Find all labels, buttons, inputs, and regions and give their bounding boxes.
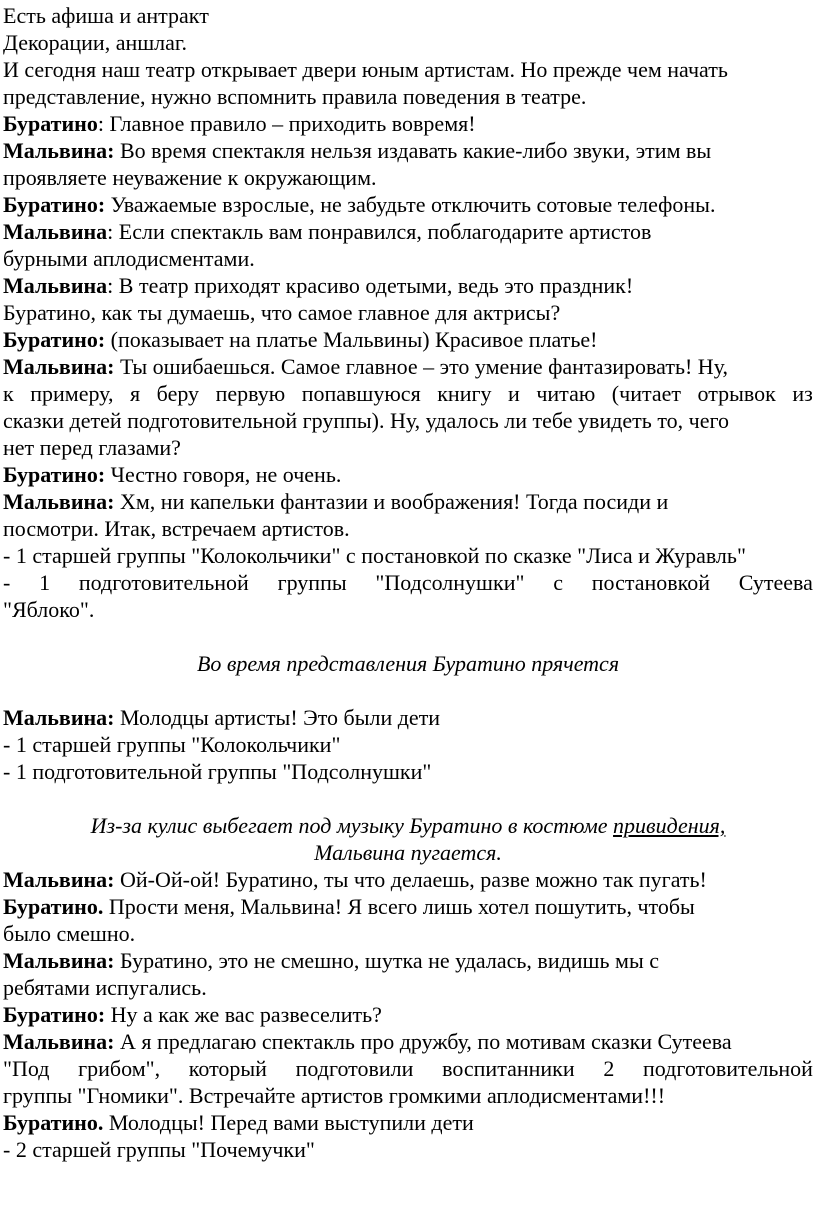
- dialogue-text: Ты ошибаешься. Самое главное – это умение фантазировать! Ну,: [114, 354, 728, 379]
- word: постановкой: [591, 570, 710, 595]
- dialogue-text: Уважаемые взрослые, не забудьте отключить сотовые телефоны.: [105, 192, 716, 217]
- word: попавшуюся: [301, 381, 421, 406]
- text-line: было смешно.: [3, 921, 136, 946]
- speaker-name: Мальвина:: [3, 867, 115, 892]
- word: подготовили: [295, 1056, 414, 1081]
- dialogue-line: [3, 488, 813, 515]
- dialogue-text: Буратино, это не смешно, шутка не удалась, видишь мы с: [114, 948, 659, 973]
- text-line: бурными аплодисментами.: [3, 246, 255, 271]
- word: первую: [215, 381, 286, 406]
- dialogue-line: [3, 704, 813, 731]
- text-line: - 1 старшей группы "Колокольчики" с постановкой по сказке "Лиса и Журавль": [3, 543, 746, 568]
- dialogue-line: [3, 947, 813, 974]
- dialogue-line: [3, 1109, 813, 1136]
- word: примеру,: [30, 381, 114, 406]
- word: отрывок: [697, 381, 776, 406]
- speaker-name: Мальвина: [3, 273, 108, 298]
- dialogue-line: [3, 1028, 813, 1055]
- word: книгу: [437, 381, 492, 406]
- script-text: [3, 2, 813, 1163]
- text-line: Есть афиша и антракт: [3, 3, 209, 28]
- dialogue-line: [3, 866, 813, 893]
- blank-line: [3, 623, 813, 650]
- dialogue-text: : В театр приходят красиво одетыми, ведь это праздник!: [107, 273, 634, 298]
- dialogue-text: Прости меня, Мальвина! Я всего лишь хотел пошутить, чтобы: [103, 894, 695, 919]
- dialogue-line: [3, 461, 813, 488]
- word: (читает: [611, 381, 681, 406]
- word: "Подсолнушки": [375, 570, 525, 595]
- dialogue-text: Молодцы артисты! Это были дети: [114, 705, 441, 730]
- text-line: группы "Гномики". Встречайте артистов громкими аплодисментами!!!: [3, 1083, 666, 1108]
- dialogue-text: А я предлагаю спектакль про дружбу, по мотивам сказки Сутеева: [114, 1029, 732, 1054]
- word: воспитанники: [442, 1056, 575, 1081]
- dialogue-line: [3, 137, 813, 164]
- dialogue-line: [3, 191, 813, 218]
- word: который: [188, 1056, 267, 1081]
- text-line: - 1 старшей группы "Колокольчики": [3, 732, 341, 757]
- word: Сутеева: [738, 570, 813, 595]
- text-line: сказки детей подготовительной группы). Ну, удалось ли тебе увидеть то, чего: [3, 408, 729, 433]
- speaker-name: Мальвина:: [3, 948, 115, 973]
- speaker-name: Буратино:: [3, 462, 106, 487]
- word: с: [553, 570, 563, 595]
- word: 2: [603, 1056, 615, 1081]
- stage-direction: [3, 812, 813, 839]
- text-line: Декорации, аншлаг.: [3, 30, 187, 55]
- blank-line: [3, 785, 813, 812]
- dialogue-text: (показывает на платье Мальвины) Красивое платье!: [105, 327, 598, 352]
- speaker-name: Мальвина:: [3, 489, 115, 514]
- text-line: [3, 569, 813, 596]
- dialogue-text: : Если спектакль вам понравился, поблагодарите артистов: [107, 219, 652, 244]
- speaker-name: Мальвина:: [3, 1029, 115, 1054]
- text-line: [3, 380, 813, 407]
- word: из: [792, 381, 813, 406]
- dialogue-text: Ой-Ой-ой! Буратино, ты что делаешь, разве можно так пугать!: [114, 867, 707, 892]
- word: группы: [277, 570, 347, 595]
- word: грибом",: [78, 1056, 161, 1081]
- word: "Под: [3, 1056, 50, 1081]
- dialogue-text: Молодцы! Перед вами выступили дети: [103, 1110, 474, 1135]
- dialogue-text: : Главное правило – приходить вовремя!: [97, 111, 476, 136]
- text-line: [3, 1055, 813, 1082]
- text-line: И сегодня наш театр открывает двери юным артистам. Но прежде чем начать: [3, 57, 728, 82]
- stage-direction-text: Из-за кулис выбегает под музыку Буратино в костюме: [90, 813, 614, 838]
- text-line: посмотри. Итак, встречаем артистов.: [3, 516, 350, 541]
- speaker-name: Буратино.: [3, 1110, 104, 1135]
- word: и: [508, 381, 520, 406]
- word: я: [130, 381, 141, 406]
- dialogue-text: Хм, ни капельки фантазии и воображения! Тогда посиди и: [114, 489, 669, 514]
- speaker-name: Буратино:: [3, 327, 106, 352]
- text-line: нет перед глазами?: [3, 435, 181, 460]
- speaker-name: Мальвина:: [3, 138, 115, 163]
- dialogue-line: [3, 326, 813, 353]
- dialogue-text: Во время спектакля нельзя издавать какие-либо звуки, этим вы: [114, 138, 712, 163]
- text-line: ребятами испугались.: [3, 975, 207, 1000]
- text-line: Буратино, как ты думаешь, что самое главное для актрисы?: [3, 300, 561, 325]
- dialogue-line: [3, 272, 813, 299]
- dialogue-line: [3, 1001, 813, 1028]
- word: к: [3, 381, 14, 406]
- speaker-name: Буратино:: [3, 1002, 106, 1027]
- stage-direction: Мальвина пугается.: [314, 840, 502, 865]
- speaker-name: Мальвина:: [3, 354, 115, 379]
- dialogue-text: Честно говоря, не очень.: [105, 462, 342, 487]
- text-line: проявляете неуважение к окружающим.: [3, 165, 377, 190]
- word: беру: [156, 381, 200, 406]
- speaker-name: Мальвина: [3, 219, 108, 244]
- word: подготовительной: [643, 1056, 813, 1081]
- dialogue-line: [3, 110, 813, 137]
- word: 1: [39, 570, 51, 595]
- word: подготовительной: [78, 570, 249, 595]
- blank-line: [3, 677, 813, 704]
- speaker-name: Буратино.: [3, 894, 104, 919]
- stage-direction: Во время представления Буратино прячется: [196, 651, 620, 676]
- speaker-name: Буратино:: [3, 192, 106, 217]
- text-line: - 2 старшей группы "Почемучки": [3, 1137, 315, 1162]
- word: читаю: [536, 381, 596, 406]
- text-line: представление, нужно вспомнить правила поведения в театре.: [3, 84, 587, 109]
- dialogue-line: [3, 893, 813, 920]
- dialogue-line: [3, 353, 813, 380]
- speaker-name: Буратино: [3, 111, 98, 136]
- dialogue-text: Ну а как же вас развеселить?: [105, 1002, 382, 1027]
- speaker-name: Мальвина:: [3, 705, 115, 730]
- word: -: [3, 570, 11, 595]
- text-line: - 1 подготовительной группы "Подсолнушки": [3, 759, 432, 784]
- text-line: "Яблоко".: [3, 597, 95, 622]
- underlined-word: привидения,: [613, 813, 726, 838]
- dialogue-line: [3, 218, 813, 245]
